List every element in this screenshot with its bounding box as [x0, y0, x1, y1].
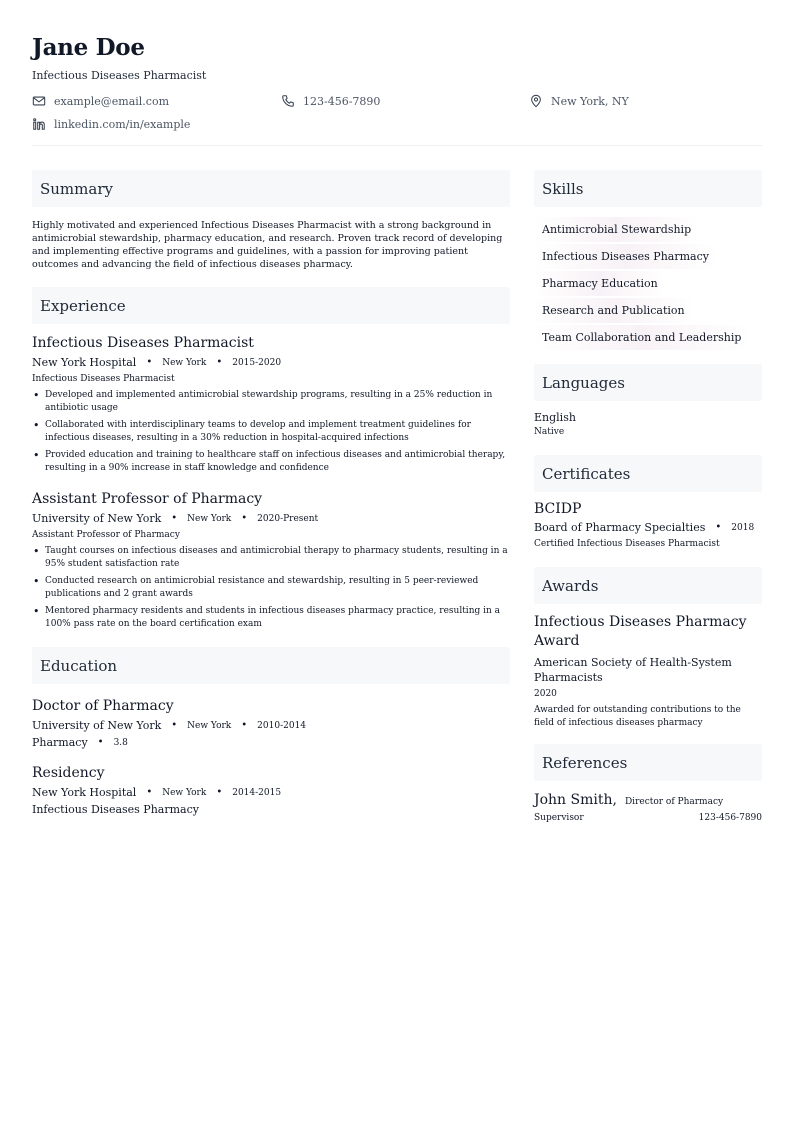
job-role: Infectious Diseases Pharmacist	[32, 374, 175, 384]
award-organization: American Society of Health-System Pharmacists	[534, 656, 732, 684]
job-location: New York	[162, 357, 207, 368]
phone-icon	[281, 94, 295, 108]
job-dates: 2020-Present	[257, 513, 319, 524]
phone-text: 123-456-7890	[303, 94, 381, 108]
award-year: 2020	[534, 689, 557, 699]
skill-tag: Team Collaboration and Leadership	[534, 325, 749, 350]
education-field: Infectious Diseases Pharmacy	[32, 803, 199, 816]
resume-header	[32, 33, 762, 138]
skill-tag: Antimicrobial Stewardship	[534, 217, 699, 242]
language-name: English	[534, 411, 576, 424]
education-field-row	[32, 803, 510, 816]
language-level: Native	[534, 427, 565, 437]
certificate-name: BCIDP	[534, 501, 582, 517]
education-dates: 2010-2014	[257, 720, 307, 731]
skill-tag: Infectious Diseases Pharmacy	[534, 244, 717, 269]
degree-title: Residency	[32, 765, 105, 781]
school-name: New York Hospital	[32, 786, 137, 799]
separator-dot: •	[715, 522, 722, 533]
skill-tag: Pharmacy Education	[534, 271, 666, 296]
job-title: Infectious Diseases Pharmacist	[32, 335, 254, 351]
award-description: Awarded for outstanding contributions to the field of infectious diseases pharmacy	[534, 705, 741, 728]
job-title: Assistant Professor of Pharmacy	[32, 491, 263, 507]
job-role: Assistant Professor of Pharmacy	[32, 530, 180, 540]
separator-dot: •	[146, 357, 153, 368]
education-dates: 2014-2015	[232, 787, 282, 798]
education-entry	[32, 697, 510, 749]
school-location: New York	[162, 787, 207, 798]
education-meta	[32, 719, 510, 732]
list-item: • Developed and implemented antimicrobial stewardship programs, resulting in a 25% reduction in antibiotic usage	[32, 389, 510, 415]
job-entry	[32, 334, 510, 475]
school-name: University of New York	[32, 719, 162, 732]
linkedin-text: linkedin.com/in/example	[54, 117, 191, 131]
section-heading-awards: Awards	[534, 567, 762, 604]
location-text: New York, NY	[551, 94, 629, 108]
reference-entry	[534, 792, 762, 808]
reference-relation: Supervisor	[534, 813, 584, 823]
contact-email[interactable]	[32, 94, 169, 108]
section-heading-skills: Skills	[534, 170, 762, 207]
reference-phone[interactable]: 123-456-7890	[698, 813, 762, 823]
section-heading-languages: Languages	[534, 364, 762, 401]
education-entry	[32, 764, 510, 816]
education-field: Pharmacy	[32, 736, 88, 749]
section-heading-references: References	[534, 744, 762, 781]
job-dates: 2015-2020	[232, 357, 282, 368]
skills-list	[534, 217, 762, 350]
separator-dot: •	[216, 787, 223, 798]
reference-role: Director of Pharmacy	[624, 797, 724, 807]
job-org: New York Hospital	[32, 356, 137, 369]
contact-phone[interactable]	[281, 94, 380, 108]
main-column	[32, 170, 510, 816]
separator-dot: •	[241, 720, 248, 731]
section-heading-education: Education	[32, 647, 510, 684]
separator-dot: •	[241, 513, 248, 524]
separator-dot: •	[97, 737, 104, 748]
candidate-name: Jane Doe	[32, 34, 145, 61]
certificate-issuer: Board of Pharmacy Specialties	[534, 521, 706, 534]
list-item: • Conducted research on antimicrobial resistance and stewardship, resulting in 5 peer-reviewed publications and 2 grant awards	[32, 575, 510, 601]
education-field-row	[32, 736, 510, 749]
separator-dot: •	[216, 357, 223, 368]
list-item: • Provided education and training to healthcare staff on infectious diseases and antimicrobial therapy, resulting in a 90% increase in staff knowledge and confidence	[32, 449, 510, 475]
section-heading-experience: Experience	[32, 287, 510, 324]
job-location: New York	[187, 513, 232, 524]
list-item: • Taught courses on infectious diseases and antimicrobial therapy to pharmacy students, resulting in a 95% student satisfaction rate	[32, 545, 510, 571]
list-item: • Collaborated with interdisciplinary teams to develop and implement treatment guidelines for infectious diseases, resulting in a 30% reduction in hospital-acquired infections	[32, 419, 510, 445]
reference-name: John Smith,	[534, 792, 617, 808]
school-location: New York	[187, 720, 232, 731]
side-column	[534, 170, 762, 823]
header-divider	[32, 145, 762, 146]
certificate-description: Certified Infectious Diseases Pharmacist	[534, 539, 720, 549]
contact-location	[529, 94, 629, 108]
job-entry	[32, 490, 510, 631]
award-title: Infectious Diseases Pharmacy Award	[534, 614, 747, 649]
location-pin-icon	[529, 94, 543, 108]
degree-title: Doctor of Pharmacy	[32, 698, 174, 714]
list-item: • Mentored pharmacy residents and students in infectious diseases pharmacy practice, resulting in a 100% pass rate on the board certification exam	[32, 605, 510, 631]
separator-dot: •	[171, 720, 178, 731]
certificate-year: 2018	[731, 522, 755, 533]
education-meta	[32, 786, 510, 799]
separator-dot: •	[146, 787, 153, 798]
reference-details	[534, 813, 762, 823]
mail-icon	[32, 94, 46, 108]
job-meta	[32, 356, 510, 369]
certificate-meta	[534, 521, 762, 534]
linkedin-icon	[32, 117, 46, 131]
section-heading-summary: Summary	[32, 170, 510, 207]
separator-dot: •	[171, 513, 178, 524]
gpa-value: 3.8	[113, 737, 128, 748]
job-org: University of New York	[32, 512, 162, 525]
job-bullets	[32, 545, 510, 631]
summary-text: Highly motivated and experienced Infectious Diseases Pharmacist with a strong background in antimicrobial stewardship, pharmacy education, and research. Proven track record of developing and implementing effective programs and guidelines, with a passion for improving patient outcomes and advancing the field of infectious diseases pharmacy.	[32, 220, 503, 270]
job-bullets	[32, 389, 510, 475]
section-heading-certificates: Certificates	[534, 455, 762, 492]
email-text: example@email.com	[54, 94, 170, 108]
skill-tag: Research and Publication	[534, 298, 693, 323]
contact-linkedin[interactable]	[32, 117, 190, 131]
job-meta	[32, 512, 510, 525]
contact-list	[32, 88, 762, 138]
candidate-title: Infectious Diseases Pharmacist	[32, 69, 207, 82]
